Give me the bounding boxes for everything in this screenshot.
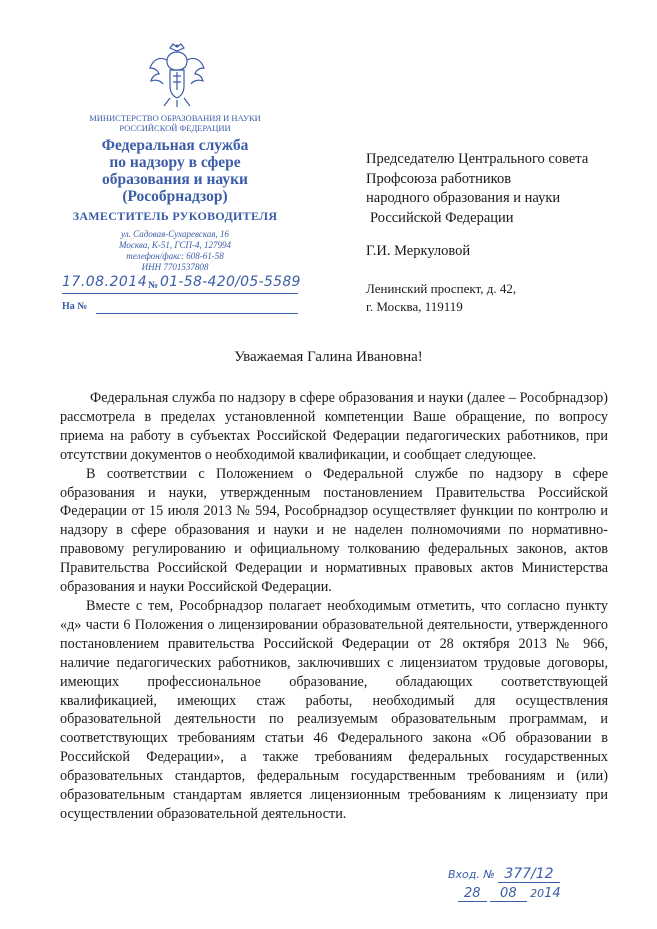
in-reply-to-underline [96, 313, 298, 314]
reference-date: 17.08.2014 [62, 274, 148, 290]
address-line: телефон/факс: 608-61-58 [126, 251, 224, 261]
recipient-line: Профсоюза работников [366, 170, 512, 187]
agency-name [70, 137, 280, 205]
stamp-year-suffix: 14 [544, 886, 561, 901]
in-reply-to-label: На № [62, 301, 88, 312]
address-line: ул. Садовая-Сухаревская, 16 [120, 229, 230, 239]
stamp-day: 28 [458, 886, 487, 902]
recipient-address-line: Ленинский проспект, д. 42, [366, 281, 517, 296]
recipient-line: Российской Федерации [370, 209, 514, 226]
recipient-address-line: г. Москва, 119119 [366, 299, 463, 314]
stamp-label: Вход. № [448, 868, 495, 881]
stamp-year-prefix: 20 [530, 887, 545, 900]
agency-name-line: Федеральная служба [101, 137, 249, 154]
recipient-block [366, 150, 588, 228]
coat-of-arms-emblem [148, 42, 206, 108]
stamp-month: 08 [490, 886, 527, 902]
body-paragraph: Федеральная служба по надзору в сфере образования и науки (далее – Рособрнадзор) рассмотрела в пределах установленной компетенции Ваше обращение, по вопросу приема на работу в субъектах Российской Федерации педагогических работников, при отсутствии документов о необходимой квалификации, и сообщает следующее. [60, 390, 608, 463]
reference-underline [62, 293, 298, 294]
letter-body [60, 389, 608, 824]
stamp-number: 377/12 [498, 866, 559, 883]
body-paragraph: Вместе с тем, Рособрнадзор полагает необходимым отметить, что согласно пункту «д» части 6 Положения о лицензировании образовательной деятельности, утвержденного постановлением правительства Российской Федерации от 28 октября 2013 № 966, наличие педагогических работников, заключивших с лицензиатом трудовые договоры, имеющих профессиональное образование, обладающих соответствующей квалификацией, имеющих стаж работы, необходимый для осуществления образовательной деятельности по реализуемым образовательным программам, и соответствующих требованиям статьи 46 Федерального закона «Об образовании в Российской Федерации», а также требованиям федеральных государственных образовательных стандартов, федеральным государственным требованиям и (или) образовательным стандартам является лицензионным требованиям к лицензиату при осуществлении образовательной деятельности. [60, 597, 608, 822]
salutation: Уважаемая Галина Ивановна! [234, 349, 423, 365]
body-paragraph: В соответствии с Положением о Федеральной службе по надзору в сфере образования и науки, утвержденным постановлением Правительства Российской Федерации от 15 июля 2013 № 594, Рособрнадзор осуществляет функции по контролю и надзору в сфере образования и науки и не наделен полномочиями по нормативно-правовому регулированию и официальному толкованию федеральных законов, актов Правительства Российской Федерации и нормативных правовых актов Министерства образования и науки Российской Федерации. [60, 465, 608, 596]
position-title: ЗАМЕСТИТЕЛЬ РУКОВОДИТЕЛЯ [72, 209, 278, 223]
address-line: Москва, К-51, ГСП-4, 127994 [118, 240, 231, 250]
recipient-line: Председателю Центрального совета [366, 151, 589, 167]
reference-number: 01-58-420/05-5589 [160, 274, 301, 290]
recipient-address [366, 280, 516, 316]
address-line: ИНН 7701537808 [141, 262, 209, 272]
agency-name-line: образования и науки [102, 171, 248, 188]
reference-number-label: № [148, 280, 159, 291]
recipient-line: народного образования и науки [366, 190, 561, 206]
incoming-stamp [448, 866, 561, 901]
agency-name-line: по надзору в сфере [109, 154, 241, 171]
agency-address [70, 229, 280, 273]
recipient-name: Г.И. Меркуловой [366, 243, 471, 259]
agency-name-line: (Рособрнадзор) [122, 188, 228, 205]
ministry-name: МИНИСТЕРСТВО ОБРАЗОВАНИЯ И НАУКИ РОССИЙСКОЙ ФЕДЕРАЦИИ [89, 113, 261, 133]
